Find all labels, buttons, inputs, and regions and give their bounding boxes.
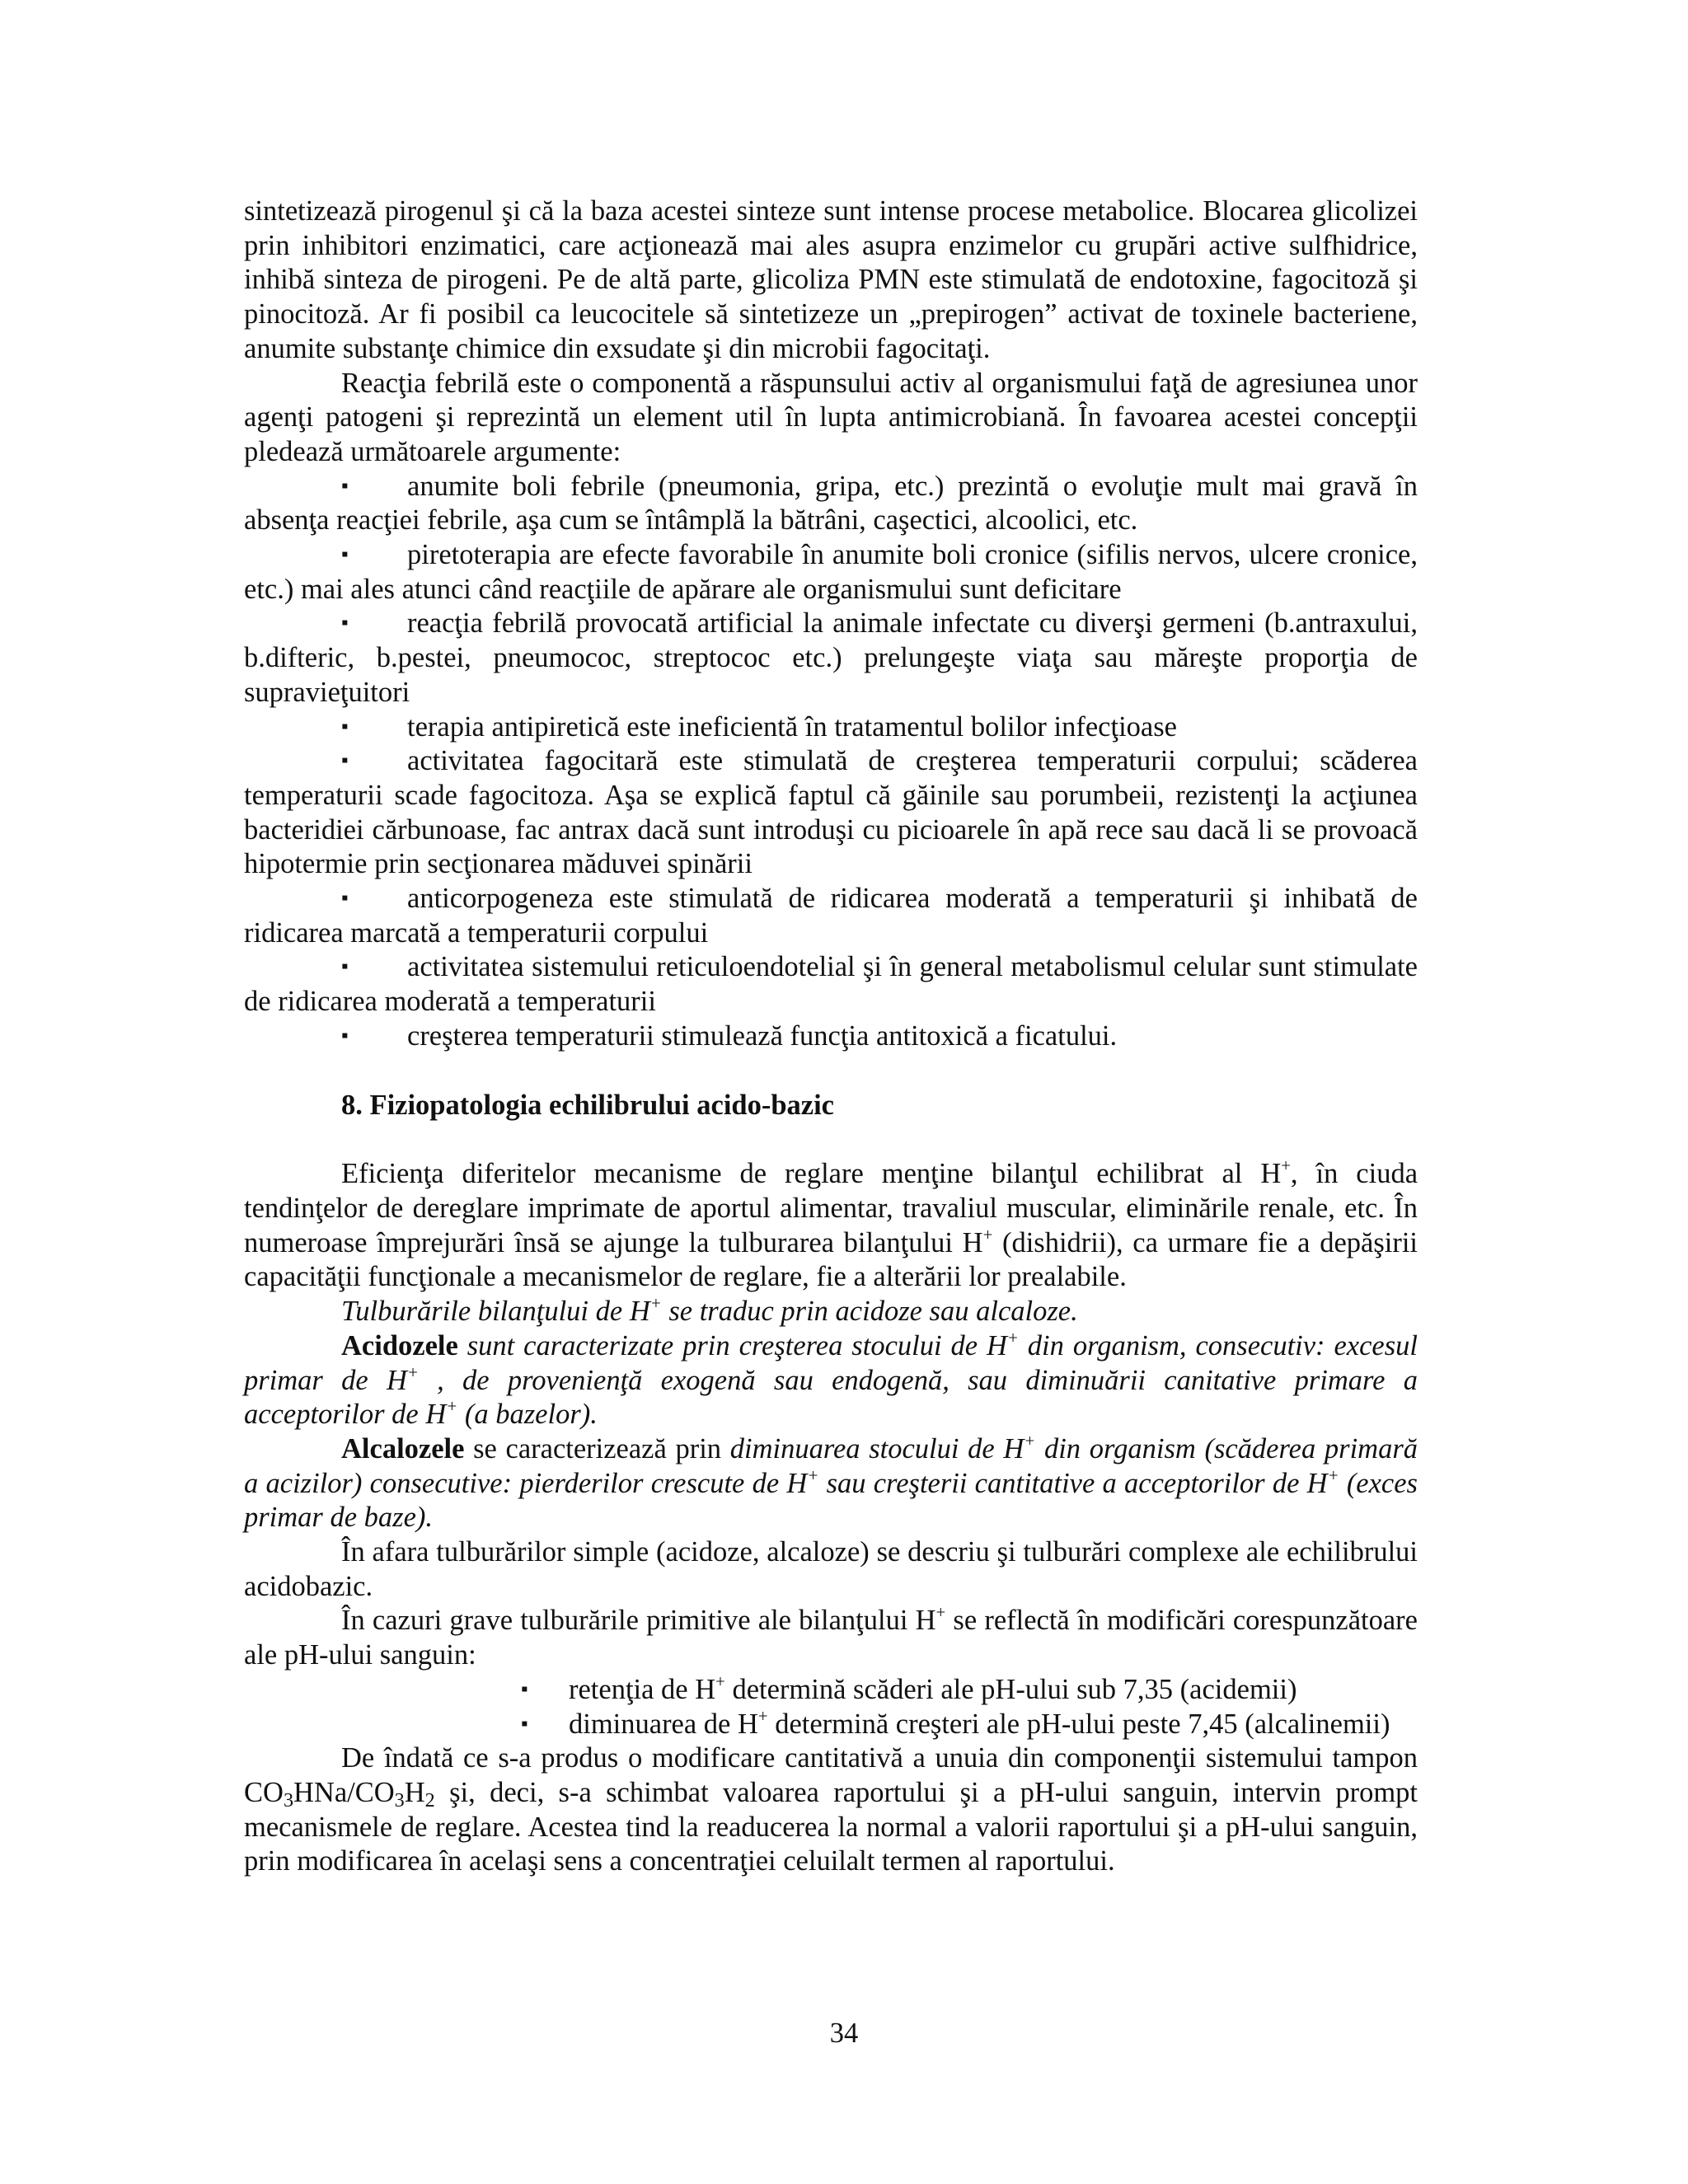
- bullet-icon: ▪: [341, 544, 349, 566]
- paragraph: sintetizează pirogenul şi că la baza acestei sinteze sunt intense procese metabolice. Blocarea glicolizei prin inhibitori enzimatici, care acţionează mai ales asupra enzimelor cu grupări active sulfhidrice, inhibă sinteza de pirogeni. Pe de altă parte, glicoliza PMN este stimulată de endotoxine, fagocitoză şi pinocitoză. Ar fi posibil ca leucocitele să sintetizeze un „prepirogen” activat de toxinele bacteriene, anumite substanţe chimice din exsudate şi din microbii fagocitaţi.: [244, 195, 1418, 364]
- paragraph: De îndată ce s-a produs o modificare cantitativă a unuia din componenţii sistemului tampon $CO_3HNa/CO_3H_2$ şi, deci, s-a schimbat valoarea raportului şi a pH-ului sanguin, intervin prompt mecanismele de reglare. Acestea tind la readucerea la normal a valorii raportului şi a pH-ului sanguin, prin modificarea în acelaşi sens a concentraţiei celuilalt termen al raportului.: [244, 1742, 1418, 1877]
- bullet-icon: ▪: [341, 750, 349, 772]
- list-item: ▪ anticorpogeneza este stimulată de ridicarea moderată a temperaturii şi inhibată de ridicarea marcată a temperaturii corpului: [244, 883, 1418, 949]
- bullet-icon: ▪: [341, 715, 349, 738]
- page-number: 34: [829, 2018, 859, 2049]
- paragraph: Tulburările bilanţului de H+ se traduc prin acidoze sau alcaloze.: [341, 1295, 1078, 1328]
- paragraph: Eficienţa diferitelor mecanisme de reglare menţine bilanţul echilibrat al H+, în ciuda tendinţelor de dereglare imprimate de aportul alimentar, travaliul muscular, eliminările renale, etc. În numeroase împrejurări însă se ajunge la tulburarea bilanţului H+ (dishidrii), ca urmare fie a depăşirii capacităţii funcţionale a mecanismelor de reglare, fie a alterării lor prealabile.: [244, 1157, 1418, 1293]
- list-item: ▪ terapia antipiretică este ineficientă în tratamentul bolilor infecţioase: [244, 710, 1418, 745]
- bullet-icon: ▪: [341, 475, 349, 497]
- bullet-icon: ▪: [341, 1024, 349, 1047]
- bullet-icon: ▪: [341, 612, 349, 635]
- page-body: [244, 194, 1418, 1879]
- list-item: ▪ retenţia de H+ determină scăderi ale pH-ului sub 7,35 (acidemii): [521, 1673, 1418, 1708]
- bullet-icon: ▪: [341, 888, 349, 910]
- list-item: ▪ diminuarea de H+ determină creşteri ale pH-ului peste 7,45 (alcalinemii): [521, 1708, 1418, 1742]
- bullet-icon: ▪: [521, 1678, 528, 1700]
- paragraph: Alcalozele se caracterizează prin diminuarea stocului de H+ din organism (scăderea primară a acizilor) consecutive: pierderilor crescute de H+ sau creşterii cantitative a acceptorilor de H+ (exces primar de baze).: [244, 1432, 1418, 1534]
- bullet-icon: ▪: [341, 956, 349, 978]
- paragraph: Acidozele sunt caracterizate prin creşterea stocului de H+ din organism, consecutiv: excesul primar de H+ , de provenienţă exogenă sau endogenă, sau diminuării canitative primare a acceptorilor de H+ (a bazelor).: [244, 1329, 1418, 1431]
- list-item: ▪ anumite boli febrile (pneumonia, gripa, etc.) prezintă o evoluţie mult mai gravă în absenţa reacţiei febrile, aşa cum se întâmplă la bătrâni, caşectici, alcoolici, etc.: [244, 470, 1418, 537]
- list-item: ▪ creşterea temperaturii stimulează funcţia antitoxică a ficatului.: [244, 1019, 1418, 1054]
- ph-list: [521, 1673, 1418, 1741]
- section-heading: 8. Fiziopatologia echilibrului acido-bazic: [341, 1089, 834, 1121]
- list-item: ▪ activitatea fagocitară este stimulată de creşterea temperaturii corpului; scăderea temperaturii scade fagocitoza. Aşa se explică faptul că găinile sau porumbeii, rezistenţi la acţiunea bacteridiei cărbunoase, fac antrax dacă sunt introduşi cu picioarele în apă rece sau dacă li se provoacă hipotermie prin secţionarea măduvei spinării: [244, 745, 1418, 880]
- paragraph: În afara tulburărilor simple (acidoze, alcaloze) se descriu şi tulburări complexe ale echilibrului acidobazic.: [244, 1536, 1418, 1602]
- list-item: ▪ piretoterapia are efecte favorabile în anumite boli cronice (sifilis nervos, ulcere cronice, etc.) mai ales atunci când reacţiile de apărare ale organismului sunt deficitare: [244, 539, 1418, 605]
- list-item: ▪ reacţia febrilă provocată artificial la animale infectate cu diverşi germeni (b.antraxului, b.difteric, b.pestei, pneumococ, streptococ etc.) prelungeşte viaţa sau măreşte proporţia de supravieţuitori: [244, 607, 1418, 708]
- bullet-icon: ▪: [521, 1713, 528, 1735]
- list-item: ▪ activitatea sistemului reticuloendotelial şi în general metabolismul celular sunt stimulate de ridicarea moderată a temperaturii: [244, 951, 1418, 1018]
- paragraph: Reacţia febrilă este o componentă a răspunsului activ al organismului faţă de agresiunea unor agenţi patogeni şi reprezintă un element util în lupta antimicrobiană. În favoarea acestei concepţii pledează următoarele argumente:: [244, 367, 1418, 467]
- paragraph: În cazuri grave tulburările primitive ale bilanţului H+ se reflectă în modificări corespunzătoare ale pH-ului sanguin:: [244, 1604, 1418, 1671]
